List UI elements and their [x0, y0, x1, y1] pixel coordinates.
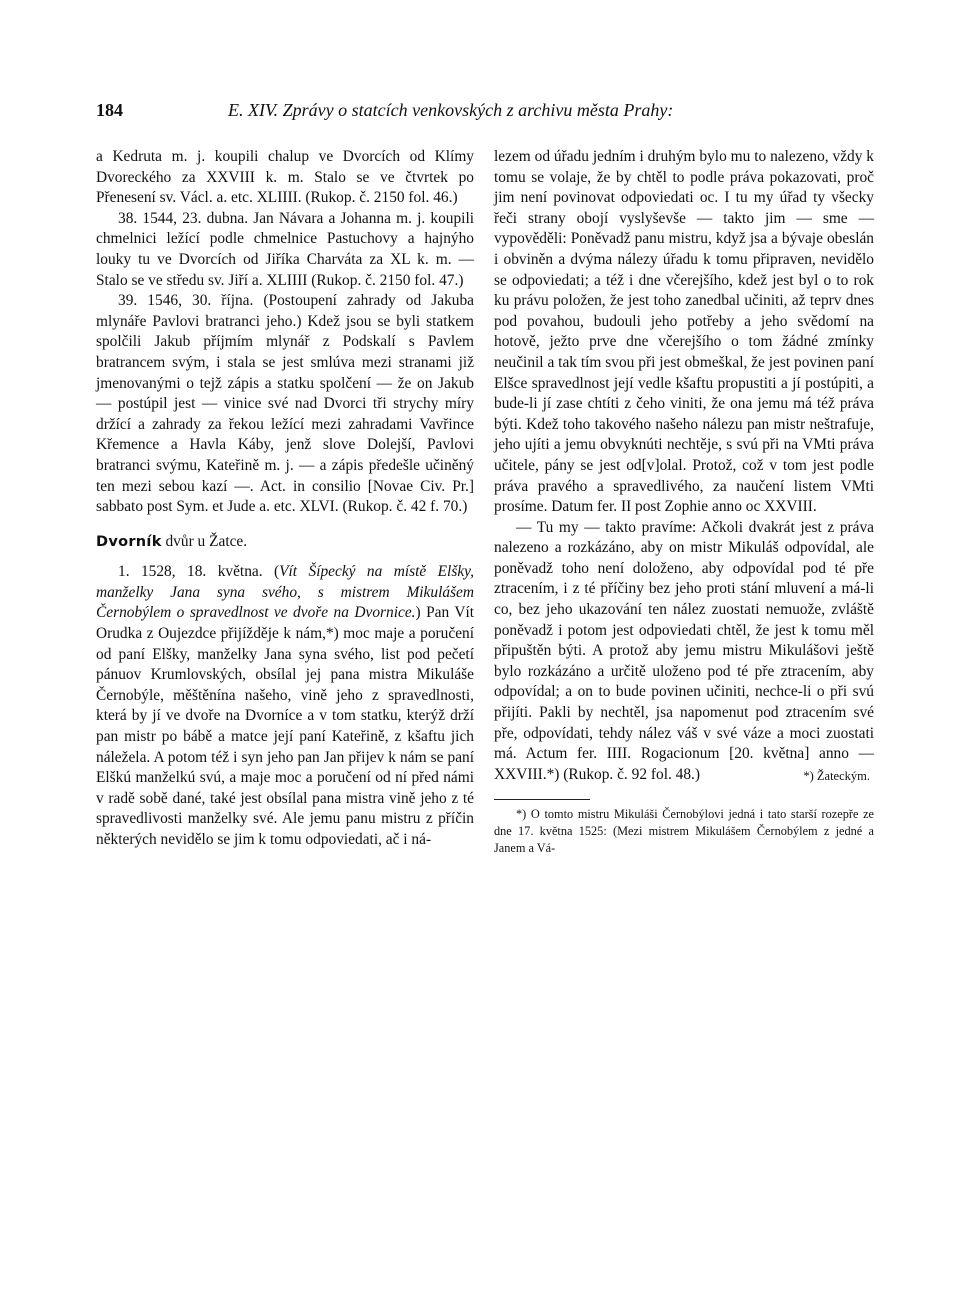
margin-note: *) Žateckým. — [803, 769, 870, 784]
running-title: E. XIV. Zprávy o statcích venkovských z archivu města Prahy: — [228, 100, 674, 120]
left-column — [96, 147, 474, 851]
page-number: 184 — [96, 100, 123, 120]
page-header — [96, 100, 876, 126]
right-paragraph-1: lezem od úřadu jedním i druhým bylo mu to nalezeno, vždy k tomu se volaje, že by chtěl to podle práva pokazovati, proč jim není povinovat odpoviedati oc. I tu my úřad ty všecky řeči strany obojí vyslyševše — takto jim — sme — vypověděli: Poněvadž panu mistru, když jsa a bývaje obeslán i obviněn a dvýma nálezy úřadu k tomu připraven, nevidělo se odpoviedati; a též i dne včerejšího, kdež jest byl o to rok ku právu položen, že jest toho zanedbal učiniti, až teprv dnes pod povahou, budouli jeho potřeby a jeho svědomí na hotově, ježto prve dne včerejšího o tom žádné zmínky neučinil a tak tím svou při jest obmeškal, že jest povinen paní Elšce spravedlnost její vedle kšaftu propustiti a jí postúpiti, a bude-li jí zase chtíti z čeho viniti, že ona jemu má též práva býti. Kdež toho takového našeho nálezu pan mistr neštrafuje, jeho ujíti a jemu obvyknúti nechtěje, s svú při na VMti práva učitele, pány se jest od[v]olal. Protož, což v tom jest podle práva pravého a spravedlivého, za naučení listem VMti prosíme. Datum fer. II post Zophie anno oc XXVIII. — [494, 148, 874, 516]
right-paragraph-2: — Tu my — takto pravíme: Ačkoli dvakrát jest z práva nalezeno a rozkázáno, aby on mistr Mikuláš odpovídal, ale poněvadž toho není doloženo, aby odpovídal pod té pře ztracením, i z té příčiny bez jeho proti stání mluvení a má-li co, bez jeho ukazování ten nález zuostati nemuože, zvláště poněvadž i potom jest odpoviedati chtěl, že jest k tomu měl připuštěn býti. A protož aby jemu mistru Mikulášovi ještě bylo rozkázáno a určitě uloženo pod té pře ztracením, aby odpovídal; a on to bude povinen učiniti, nechce-li o při svú přijíti. Pakli by nechtěl, jsa napomenut pod ztracením své pře, odpovídati, tehdy nález váš v své váze a moci zuostati má. Actum fer. IIII. Rogacionum [20. května] anno — XXVIII.*) (Rukop. č. 92 fol. 48.) — [494, 518, 874, 783]
left-paragraph-2: 38. 1544, 23. dubna. Jan Návara a Johanna m. j. koupili chmelnici ležící podle chmelnice Pastuchovy a hajnýho louky tu ve Dvorcích od Jiříka Charváta za XL k. m. — Stalo se ve středu sv. Jiří a. XLIIII (Rukop. č. 2150 fol. 47.) — [96, 209, 474, 289]
left-paragraph-3: 39. 1546, 30. října. (Postoupení zahrady od Jakuba mlynáře Pavlovi bratranci jeho.) Kdež jsou se byli statkem spolčili Jakub příjmím mlynář z Podskalí s Pavlem bratrancem svým, i stala se jest smlúva mezi stranami již jmenovanými o tejž zápis a statku spolčení — že on Jakub — postúpil jest — vinice své nad Dvorci tři strychy míry držící a zahrady za řekou ležící mezi zahradami Vavřince Křemence a Havla Káby, jenž slove Dolejší, Pavlovi bratranci svýmu, Kateřině m. j. — a zápis předešle učiněný ten mezi sebou kazí —. Act. in consilio [Novae Civ. Pr.] sabbato post Sym. et Jude a. etc. XLVI. (Rukop. č. 42 f. 70.) — [96, 292, 474, 516]
left-paragraph-1: a Kedruta m. j. koupili chalup ve Dvorcích od Klímy Dvoreckého za XXVIII k. m. Stalo se ve čtvrtek po Přenesení sv. Václ. a. etc. XLIIII. (Rukop. č. 2150 fol. 46.) — [96, 148, 474, 207]
footnote: *) O tomto mistru Mikuláši Černobýlovi jedná i tato starší rozepře ze dne 17. května 1525: (Mezi mistrem Mikulášem Černobýlem z jedné a Janem a Vá- — [494, 807, 874, 856]
entry-italic-summary: Vít Šípecký na místě Elšky, manželky Jana syna svého, s mistrem Mikulášem Černobýlem o spravedlnost ve dvoře na Dvornice. — [96, 563, 474, 622]
section-heading-rest: dvůr u Žatce. — [161, 532, 248, 550]
section-heading-bold: Dvorník — [96, 533, 162, 550]
section-heading — [96, 532, 474, 553]
entry-body: ) Pan Vít Orudka z Oujezdce přijížděje k nám,*) moc maje a poručení od paní Elšky, manželky Jana syna svého, list pod pečetí pánuov Krumlovských, obsílal jej pana mistra Mikuláše Černobýle, měštěnína našeho, vině jeho z spravedlnosti, která by jí ve dvoře na Dvorníce a v tom statku, kterýž drží pan mistr po bábě a matce její paní Kateřině, z kšaftu jich náležela. A potom též i syn jeho pan Jan přijev k nám se paní Elškú manželkú svú, a maje moc a poručení od ní před námi v radě sobě dané, také jest obsílal pana mistra vině jeho z té spravedlivosti manželky své. Ale jemu panu mistru z příčin některých nevidělo se jim k tomu odpoviedati, ač i ná- — [96, 604, 475, 848]
right-column — [494, 147, 874, 857]
entry-lead: 1. 1528, 18. května. ( — [118, 563, 280, 581]
left-paragraph-4 — [96, 562, 474, 850]
footnote-rule — [494, 799, 590, 800]
